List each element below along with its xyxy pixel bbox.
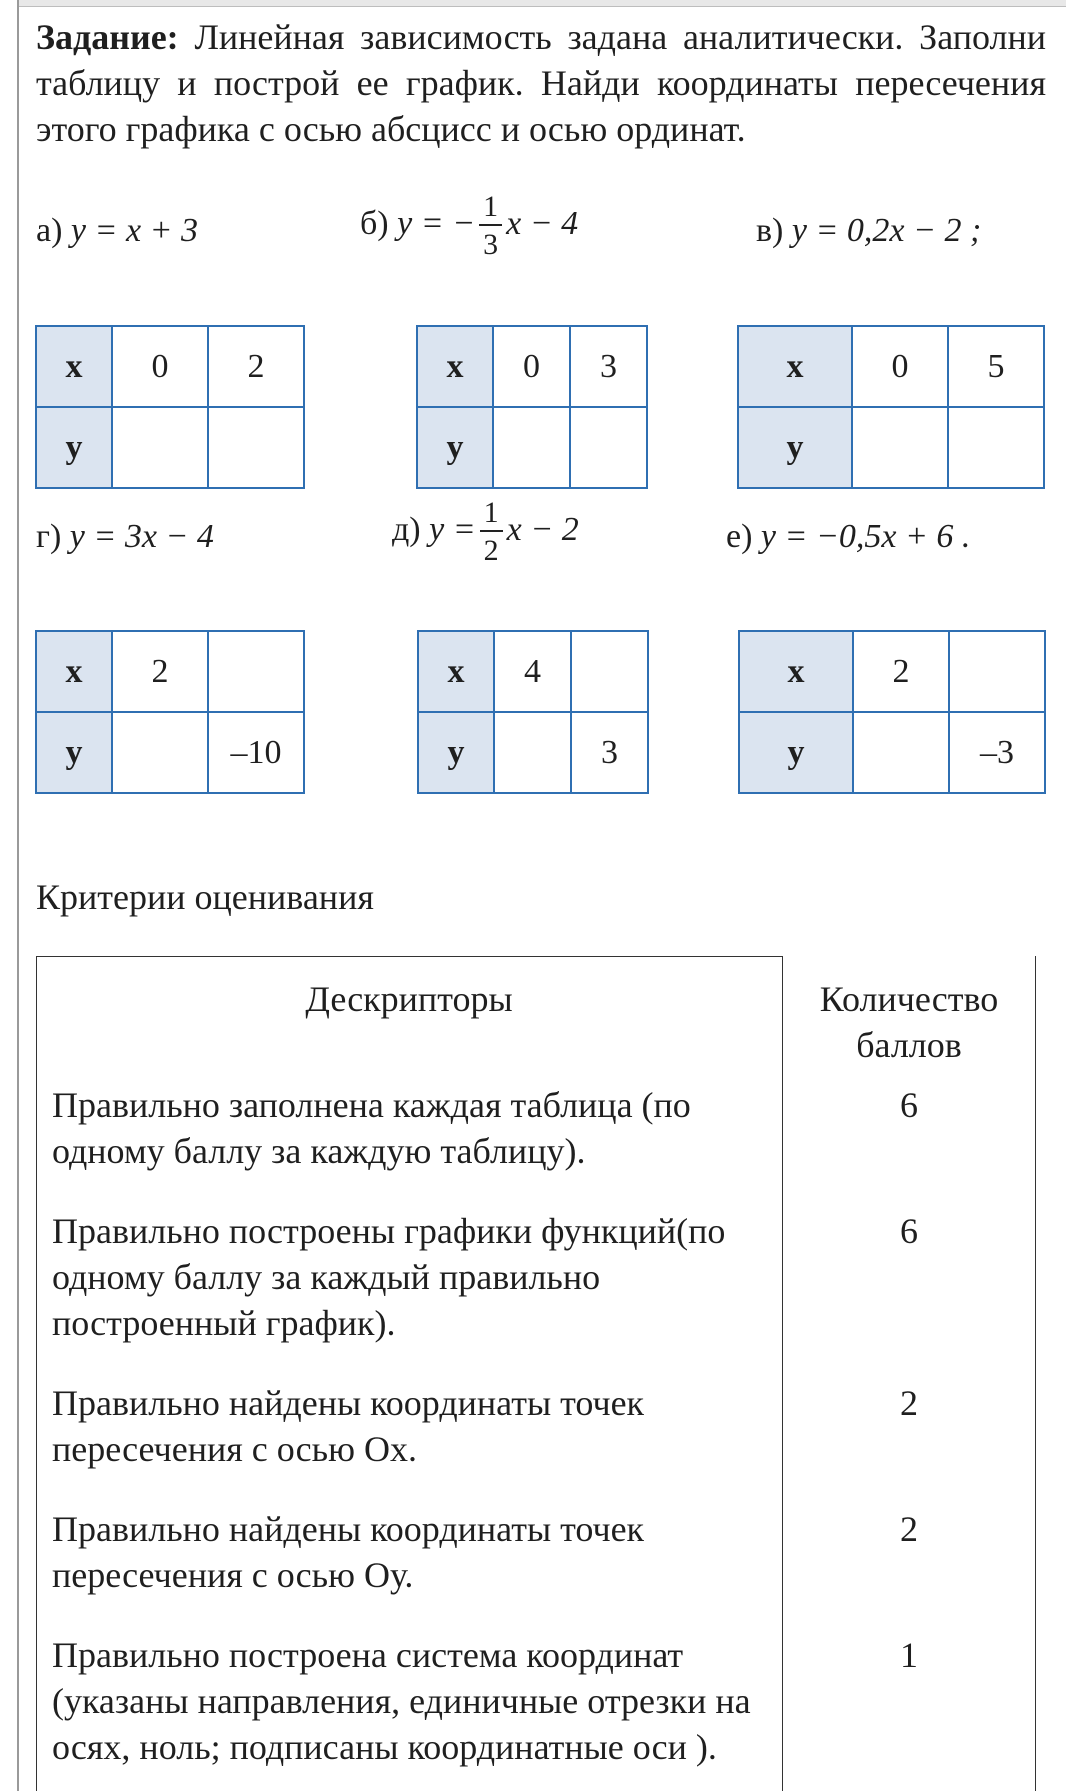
row-line: одному баллу за каждый правильно [52,1257,601,1297]
criteria-row-desc [52,1082,772,1174]
fraction [480,498,503,566]
table-cell[interactable] [208,407,304,488]
table-cell[interactable] [208,631,304,712]
table-cell[interactable] [571,631,648,712]
table-cell[interactable]: 2 [112,631,208,712]
equation-a [36,212,198,250]
table-cell[interactable]: 0 [112,326,208,407]
task-text: Линейная зависимость задана аналитически. Заполни таблицу и построй ее график. Найди координаты пересечения этого графика с осью абсцисс и осью ординат. [36,17,1047,149]
table-y-label: y [738,407,852,488]
criteria-row-points: 6 [900,1085,918,1125]
task-label: Задание: [36,17,179,57]
table-x-label: x [36,326,112,407]
table-cell[interactable] [570,407,647,488]
equation-e [726,518,970,556]
table-y-label: y [36,407,112,488]
table-cell[interactable] [112,712,208,793]
equation-formula: y = − [397,204,476,242]
equation-formula: y = x + 3 [70,212,198,249]
equation-formula-tail: x − 2 [506,510,579,548]
criteria-row-points: 2 [900,1383,918,1423]
value-table-e [738,630,1046,794]
equation-letter: е) [726,518,753,555]
row-line: одному баллу за каждую таблицу). [52,1131,586,1171]
equation-letter: д) [392,510,421,548]
equation-letter: б) [360,204,389,242]
equation-d [392,498,579,566]
header-points-line: баллов [856,1025,962,1065]
table-cell[interactable]: 0 [852,326,948,407]
table-y-label: y [418,712,494,793]
page-top-edge [17,0,1066,7]
table-cell[interactable]: 3 [570,326,647,407]
header-points-line: Количество [819,979,999,1019]
table-x-label: x [739,631,853,712]
value-table-b [416,325,648,489]
table-cell[interactable]: 4 [494,631,571,712]
header-descriptors: Дескрипторы [305,979,513,1019]
table-cell[interactable]: 5 [948,326,1044,407]
table-cell[interactable]: 0 [493,326,570,407]
criteria-row-desc [52,1506,772,1598]
row-line: построенный график). [52,1303,396,1343]
equation-v [756,212,981,250]
table-y-label: y [36,712,112,793]
equation-formula-tail: x − 4 [506,204,579,242]
page-left-border [17,0,19,1791]
criteria-row-points: 6 [900,1211,918,1251]
equation-b [360,192,578,260]
fraction-numerator: 1 [480,498,503,532]
value-table-v [737,325,1045,489]
table-cell[interactable] [852,407,948,488]
table-cell[interactable]: –3 [949,712,1045,793]
fraction-numerator: 1 [479,192,502,226]
table-cell[interactable] [949,631,1045,712]
row-line: Правильно заполнена каждая таблица (по [52,1085,691,1125]
table-cell[interactable]: 3 [571,712,648,793]
criteria-row-desc [52,1380,772,1472]
value-table-a [35,325,305,489]
row-line: Правильно найдены координаты точек [52,1509,645,1549]
value-table-d [417,630,649,794]
row-line: пересечения с осью Оу. [52,1555,414,1595]
row-line: пересечения с осью Ох. [52,1429,417,1469]
equation-formula: y = 0,2x − 2 ; [791,212,982,249]
table-cell[interactable]: 2 [208,326,304,407]
criteria-border-left [36,956,37,1791]
criteria-title: Критерии оценивания [36,877,374,917]
equation-formula: y = −0,5x + 6 . [760,518,971,555]
equation-letter: г) [36,518,62,555]
row-line: Правильно построены графики функций(по [52,1211,726,1251]
criteria-table [36,956,1036,1791]
table-cell[interactable] [494,712,571,793]
fraction [479,192,502,260]
task-statement [36,14,1046,152]
equation-letter: а) [36,212,63,249]
table-x-label: x [418,631,494,712]
table-cell[interactable] [948,407,1044,488]
row-line: Правильно найдены координаты точек [52,1383,645,1423]
fraction-denominator: 3 [483,228,499,261]
table-cell[interactable] [853,712,949,793]
table-y-label: y [417,407,493,488]
table-cell[interactable]: 2 [853,631,949,712]
table-cell[interactable]: –10 [208,712,304,793]
equation-g [36,518,214,556]
row-line: (указаны направления, единичные отрезки на [52,1681,751,1721]
criteria-row-desc [52,1208,772,1346]
row-line: Правильно построена система координат [52,1635,684,1675]
table-x-label: x [36,631,112,712]
row-line: осях, ноль; подписаны координатные оси ). [52,1727,717,1767]
criteria-row-desc [52,1632,772,1770]
equation-formula: y = 3x − 4 [69,518,214,555]
criteria-top-border [36,956,782,957]
criteria-row-points: 2 [900,1509,918,1549]
equation-letter: в) [756,212,784,249]
table-y-label: y [739,712,853,793]
criteria-row-points: 1 [900,1635,918,1675]
table-x-label: x [738,326,852,407]
header-points [782,976,1036,1068]
value-table-g [35,630,305,794]
fraction-denominator: 2 [483,534,499,567]
table-x-label: x [417,326,493,407]
table-cell[interactable] [112,407,208,488]
equation-formula: y = [429,510,476,548]
table-cell[interactable] [493,407,570,488]
